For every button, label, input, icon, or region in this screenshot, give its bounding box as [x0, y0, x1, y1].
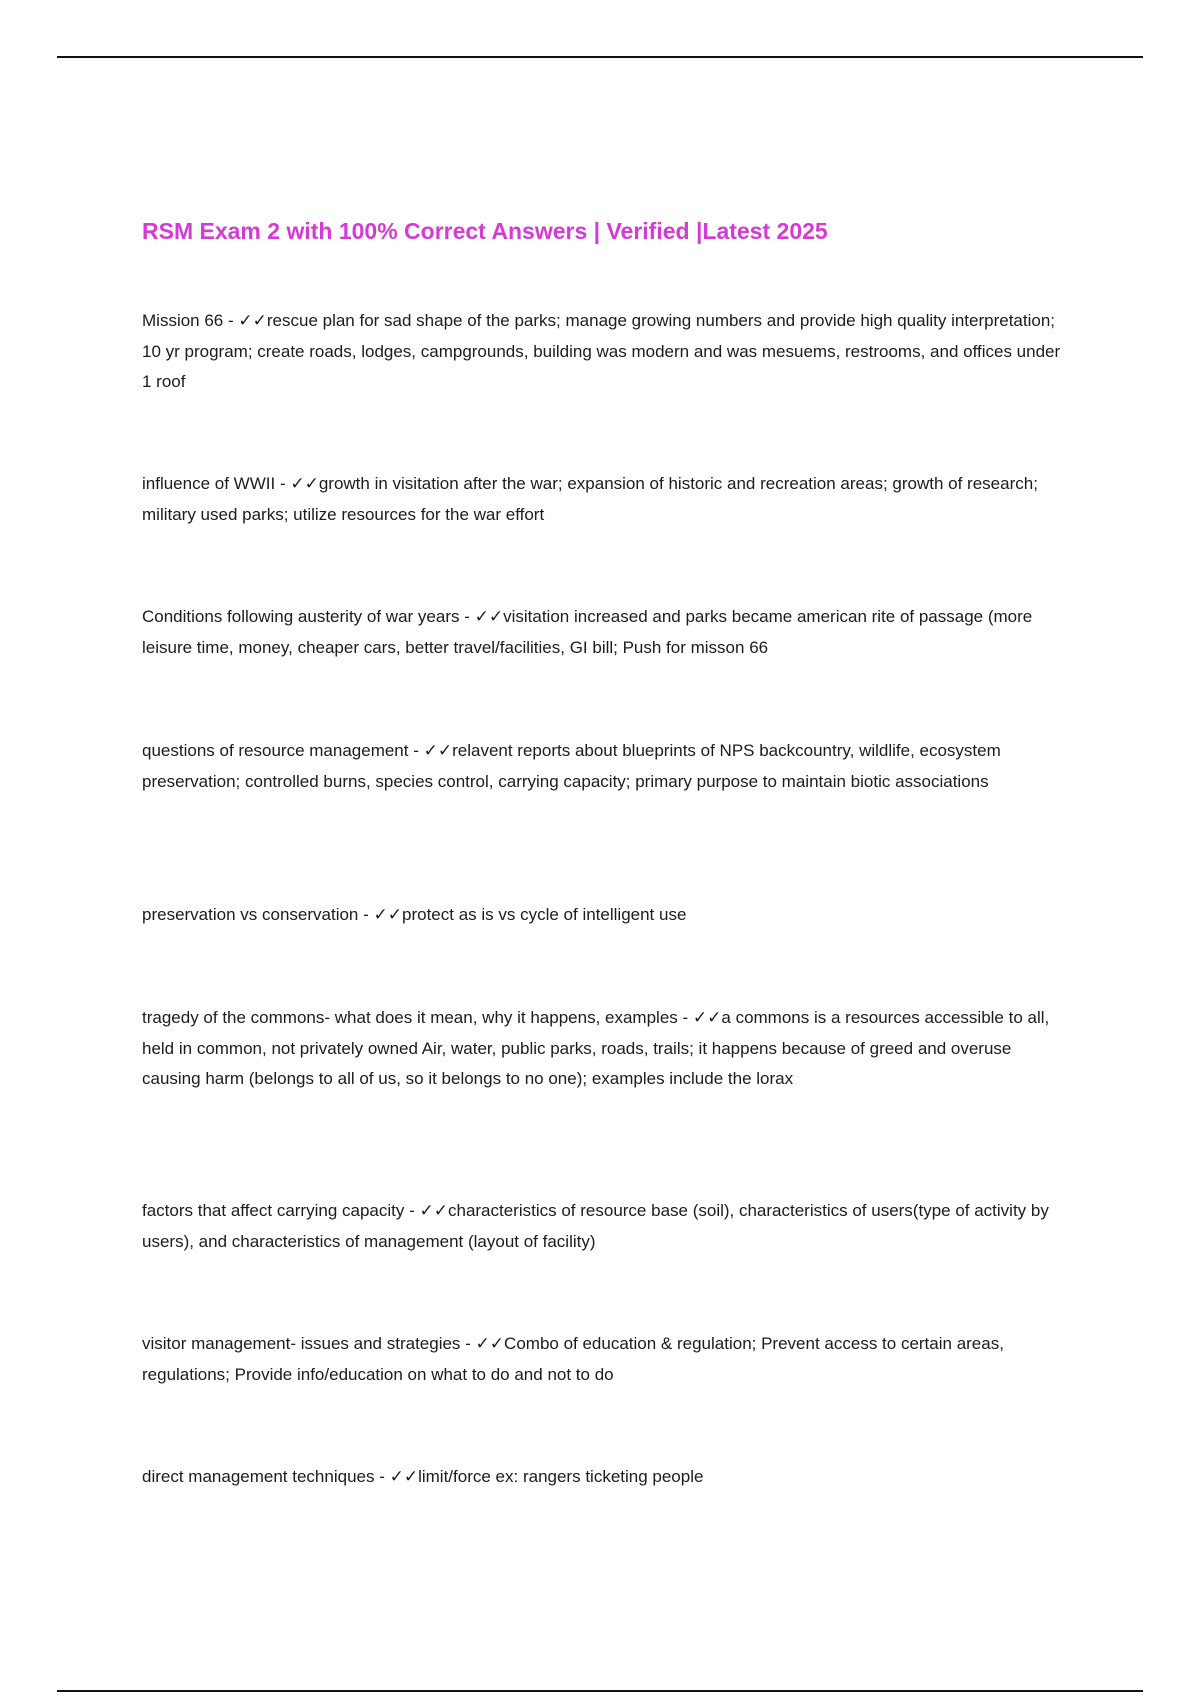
- answer-text: limit/force ex: rangers ticketing people: [418, 1467, 704, 1486]
- qa-item-resource-management: [142, 736, 1062, 797]
- separator: -: [404, 1201, 420, 1220]
- answer-text: relavent reports about blueprints of NPS backcountry, wildlife, ecosystem preservation; controlled burns, species control, carrying capacity; primary purpose to maintain biotic associations: [142, 741, 1001, 791]
- question-text: Mission 66: [142, 311, 224, 330]
- separator: -: [223, 311, 239, 330]
- answer-text: visitation increased and parks became american rite of passage (more leisure time, money, cheaper cars, better travel/facilities, GI bill; Push for misson 66: [142, 607, 1033, 657]
- check-mark-icon: ✓✓: [474, 607, 504, 626]
- qa-item-direct-management: [142, 1462, 1062, 1493]
- separator: -: [677, 1008, 693, 1027]
- answer-text: protect as is vs cycle of intelligent use: [402, 905, 687, 924]
- header-rule: [57, 56, 1143, 58]
- separator: -: [460, 1334, 476, 1353]
- answer-text: a commons is a resources accessible to all, held in common, not privately owned Air, water, public parks, roads, trails; it happens because of greed and overuse causing harm (belongs to all of us, so it belongs to no one); examples include the lorax: [142, 1008, 1050, 1088]
- footer-rule: [57, 1690, 1143, 1692]
- qa-item-visitor-management: [142, 1329, 1062, 1390]
- separator: -: [358, 905, 374, 924]
- check-mark-icon: ✓✓: [419, 1201, 448, 1220]
- qa-item-wwii: [142, 469, 1062, 530]
- question-text: visitor management- issues and strategies: [142, 1334, 461, 1353]
- answer-text: characteristics of resource base (soil), characteristics of users(type of activity by users), and characteristics of management (layout of facility): [142, 1201, 1049, 1251]
- qa-item-preservation: [142, 900, 1062, 931]
- question-text: questions of resource management: [142, 741, 409, 760]
- qa-item-mission-66: [142, 306, 1062, 398]
- question-text: influence of WWII: [142, 474, 276, 493]
- qa-item-tragedy-commons: [142, 1003, 1062, 1095]
- question-text: tragedy of the commons- what does it mean, why it happens, examples: [142, 1008, 678, 1027]
- check-mark-icon: ✓✓: [238, 311, 267, 330]
- separator: -: [275, 474, 291, 493]
- question-text: preservation vs conservation: [142, 905, 359, 924]
- check-mark-icon: ✓✓: [389, 1467, 419, 1486]
- check-mark-icon: ✓✓: [423, 741, 453, 760]
- question-text: direct management techniques: [142, 1467, 375, 1486]
- check-mark-icon: ✓✓: [373, 905, 402, 924]
- check-mark-icon: ✓✓: [475, 1334, 505, 1353]
- document-title: RSM Exam 2 with 100% Correct Answers | Verified |Latest 2025: [142, 218, 828, 244]
- question-text: factors that affect carrying capacity: [142, 1201, 405, 1220]
- separator: -: [374, 1467, 390, 1486]
- answer-text: growth in visitation after the war; expansion of historic and recreation areas; growth of research; military used parks; utilize resources for the war effort: [142, 474, 1038, 524]
- qa-item-carrying-capacity: [142, 1196, 1062, 1257]
- qa-item-austerity: [142, 602, 1062, 663]
- answer-text: Combo of education & regulation; Prevent access to certain areas, regulations; Provide info/education on what to do and not to do: [142, 1334, 1004, 1384]
- separator: -: [459, 607, 475, 626]
- answer-text: rescue plan for sad shape of the parks; manage growing numbers and provide high quality interpretation; 10 yr program; create roads, lodges, campgrounds, building was modern and was mesuems, restrooms, and offices under 1 roof: [142, 311, 1061, 391]
- question-text: Conditions following austerity of war years: [142, 607, 460, 626]
- check-mark-icon: ✓✓: [290, 474, 319, 493]
- check-mark-icon: ✓✓: [692, 1008, 722, 1027]
- separator: -: [408, 741, 424, 760]
